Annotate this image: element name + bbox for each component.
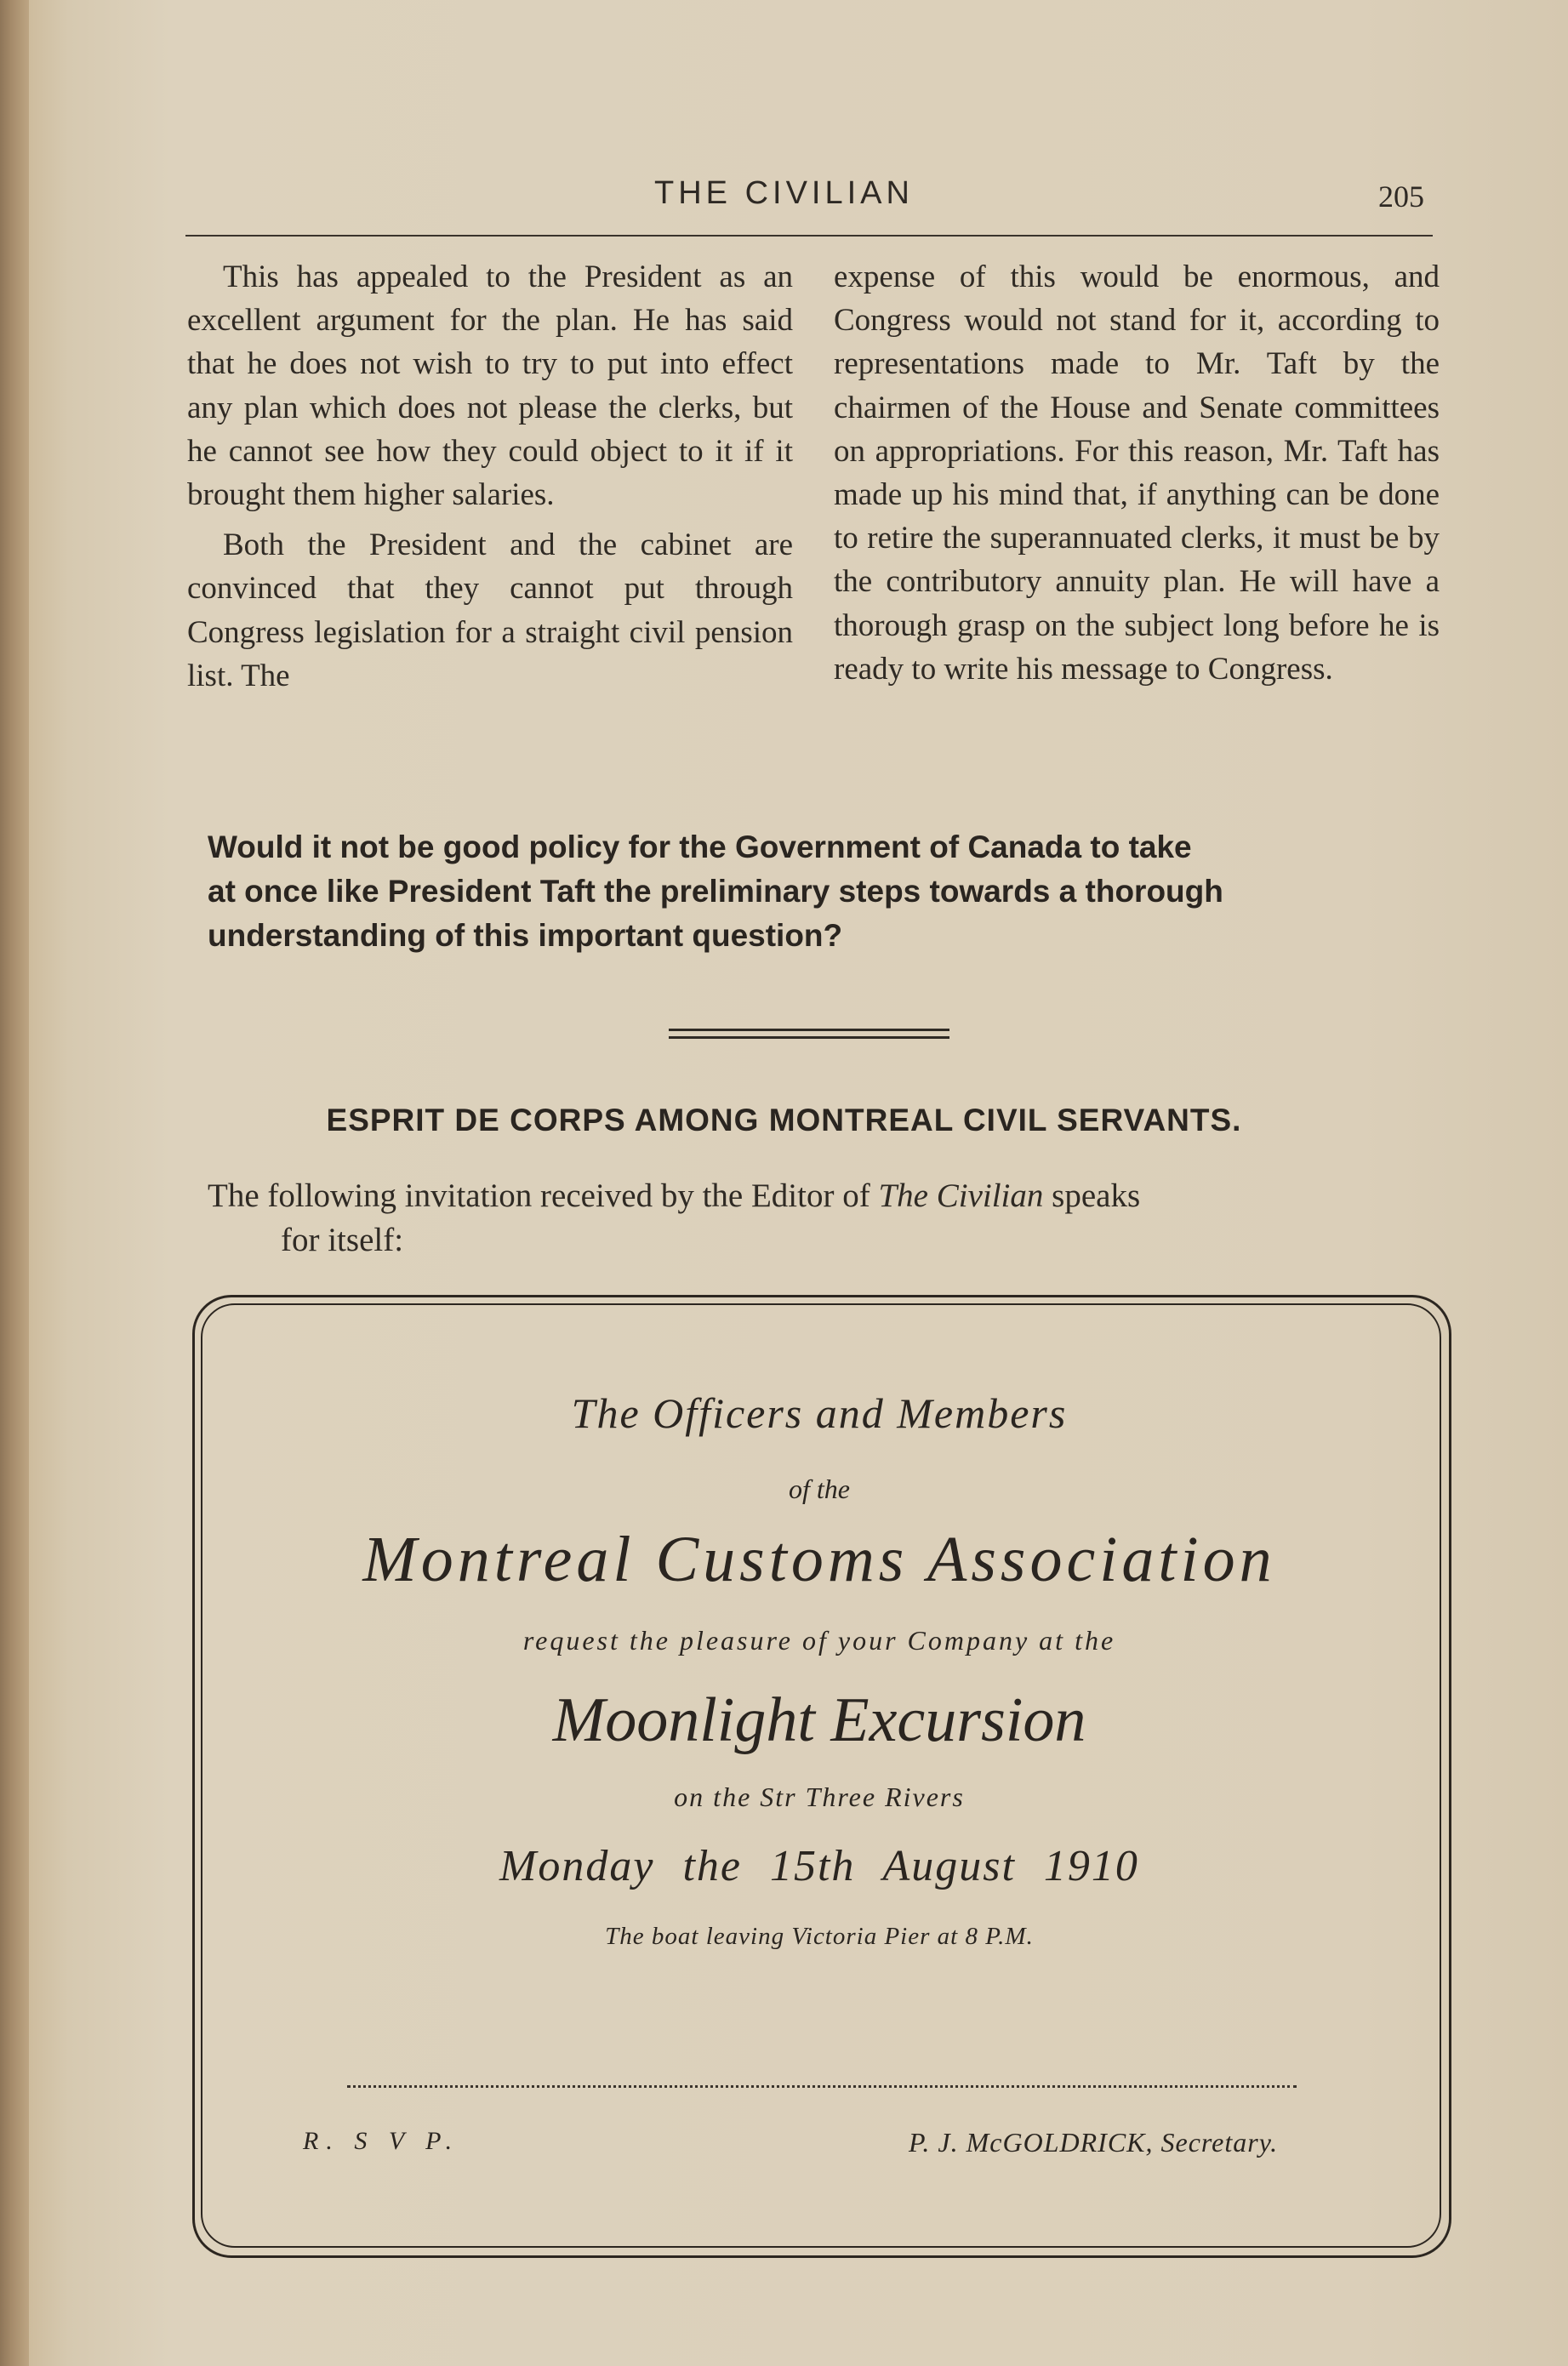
page-number: 205 <box>1378 180 1424 214</box>
left-paragraph-2: Both the President and the cabinet are convinced that they cannot put through Congress legislation for a straight civil pension list. The <box>187 527 793 693</box>
intro-text-after: speaks <box>1043 1177 1141 1214</box>
page-binding-edge <box>0 0 29 2366</box>
invitation-steamer-line: on the Str Three Rivers <box>674 1782 965 1812</box>
section-divider <box>669 1029 949 1039</box>
invitation-request-line: request the pleasure of your Company at the <box>522 1625 1116 1656</box>
section-intro <box>208 1174 1419 1263</box>
section-title: ESPRIT DE CORPS AMONG MONTREAL CIVIL SERVANTS. <box>326 1103 1242 1137</box>
editorial-line-1: Would it not be good policy for the Government of Canada to take <box>208 830 1192 864</box>
intro-line-2: for itself: <box>281 1222 404 1258</box>
editorial-line-2: at once like President Taft the preliminary steps towards a thorough <box>208 874 1223 909</box>
invitation-rsvp: R. S V P. <box>303 2127 460 2155</box>
right-column <box>834 255 1440 691</box>
invitation-dotted-line <box>347 2085 1297 2088</box>
invitation-frame-inner <box>201 1303 1441 2248</box>
invitation-officers-members: The Officers and Members <box>571 1389 1068 1437</box>
right-paragraph-1: expense of this would be enormous, and Congress would not stand for it, according to representations made to Mr. Taft by the chairmen of the House and Senate committees on appropriations. For this reason, Mr. Taft has made up his mind that, if anything can be done to retire the superannuated clerks, it must be by the contributory annuity plan. He will have a thorough grasp on the subject long before he is ready to write his message to Congress. <box>834 259 1440 687</box>
publication-name: The Civilian <box>878 1177 1044 1214</box>
invitation-event-name: Moonlight Excursion <box>552 1685 1086 1755</box>
left-column <box>187 255 793 698</box>
invitation-of-the: of the <box>789 1474 850 1504</box>
editorial-question <box>208 825 1417 958</box>
invitation-departure-note: The boat leaving Victoria Pier at 8 P.M. <box>605 1923 1034 1950</box>
left-paragraph-1: This has appealed to the President as an excellent argument for the plan. He has said that he does not wish to try to put into effect any plan which does not please the clerks, but he cannot see how they could object to it if it brought them higher salaries. <box>187 259 793 513</box>
invitation-date: Monday the 15th August 1910 <box>499 1842 1139 1890</box>
running-head: THE CIVILIAN <box>654 175 914 211</box>
header-rule <box>185 235 1433 237</box>
editorial-line-3: understanding of this important question? <box>208 918 843 953</box>
invitation-association-name: Montreal Customs Association <box>362 1524 1276 1595</box>
intro-text-before: The following invitation received by the Editor of <box>208 1177 879 1214</box>
invitation-secretary: P. J. McGOLDRICK, Secretary. <box>909 2127 1279 2158</box>
